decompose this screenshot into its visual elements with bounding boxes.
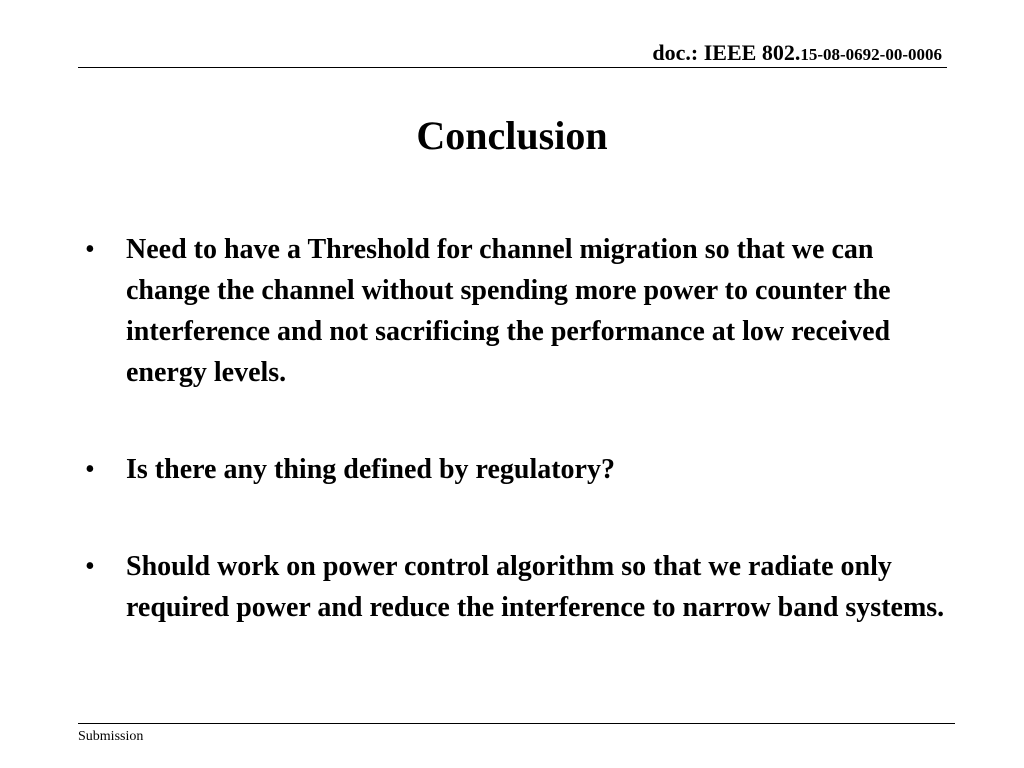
bullet-list: [85, 229, 945, 684]
bullet-item: [85, 229, 945, 393]
bullet-text: Need to have a Threshold for channel migration so that we can change the channel without spending more power to counter the interference and not sacrificing the performance at low received energy levels.: [126, 234, 891, 388]
bullet-dot: •: [85, 234, 95, 265]
footer-divider: [78, 723, 955, 724]
document-id-number: 15-08-0692-00-0006: [800, 45, 942, 64]
document-id-prefix: doc.: IEEE 802.: [652, 40, 801, 65]
bullet-item: [85, 449, 945, 490]
slide-title: Conclusion: [416, 113, 608, 158]
bullet-item: [85, 546, 945, 628]
bullet-text: Is there any thing defined by regulatory?: [126, 454, 615, 485]
bullet-dot: •: [85, 551, 95, 582]
footer-submission-label: Submission: [78, 729, 144, 744]
document-id-header: [652, 42, 942, 64]
bullet-text: Should work on power control algorithm so that we radiate only required power and reduce the interference to narrow band systems.: [126, 551, 945, 623]
header-divider: [78, 67, 947, 68]
bullet-dot: •: [85, 454, 95, 485]
